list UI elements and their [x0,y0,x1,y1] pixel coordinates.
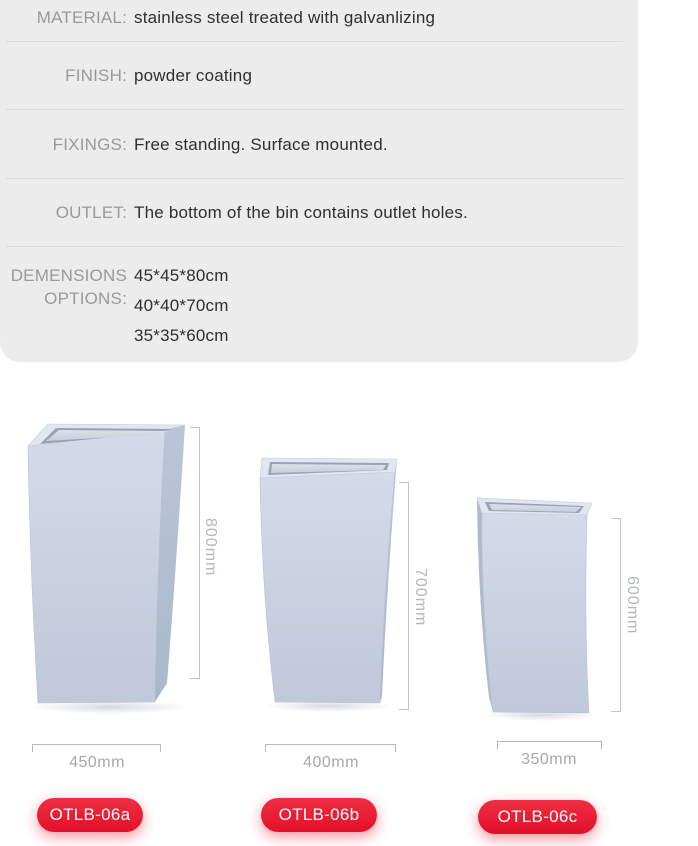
height-dimension-line-c [610,518,621,712]
product-code-badge-a: OTLB-06a [37,798,143,832]
dimension-option: 40*40*70cm [134,296,229,315]
width-dimension-label-a: 450mm [69,754,125,771]
product-code-badge-b: OTLB-06b [261,798,377,832]
planter-image-b [253,455,405,713]
width-dimension-label-b: 400mm [303,754,359,771]
width-dimension-line-a [32,744,161,752]
spec-label-fixings: FIXINGS: [52,134,127,154]
dimension-option: 35*35*60cm [134,326,229,345]
spec-label-finish: FINISH: [65,66,127,85]
dimensions-label-line2: OPTIONS: [44,289,127,308]
planter-image-c [471,494,623,722]
height-dimension-label-c: 600mm [624,576,641,635]
spec-value-material: stainless steel treated with galvanlizing [134,8,436,27]
height-dimension-line-b [398,482,409,710]
spec-value-fixings: Free standing. Surface mounted. [134,134,388,154]
planter-image-a [18,420,190,715]
width-dimension-line-c [497,741,602,749]
dimensions-label-line1: DEMENSIONS [10,266,127,285]
spec-value-outlet: The bottom of the bin contains outlet holes. [134,203,468,222]
width-dimension-label-c: 350mm [521,751,577,768]
spec-row-fixings [0,110,638,179]
spec-label-dimensions-options [0,261,127,351]
dimensions-options-list [134,261,229,351]
height-dimension-label-a: 800mm [202,518,219,577]
spec-label-material: MATERIAL: [36,8,127,27]
spec-row-outlet [0,179,638,247]
product-code-badge-c: OTLB-06c [478,800,597,834]
spec-row-material [0,0,638,42]
spec-panel [0,0,638,362]
height-dimension-line-a [189,427,200,679]
width-dimension-line-b [265,744,396,752]
spec-row-finish [0,42,638,110]
spec-row-dimensions-options [0,247,638,351]
dimension-option: 45*45*80cm [134,266,229,285]
spec-value-finish: powder coating [134,66,253,85]
spec-label-outlet: OUTLET: [55,203,127,222]
height-dimension-label-b: 700mm [412,568,429,627]
